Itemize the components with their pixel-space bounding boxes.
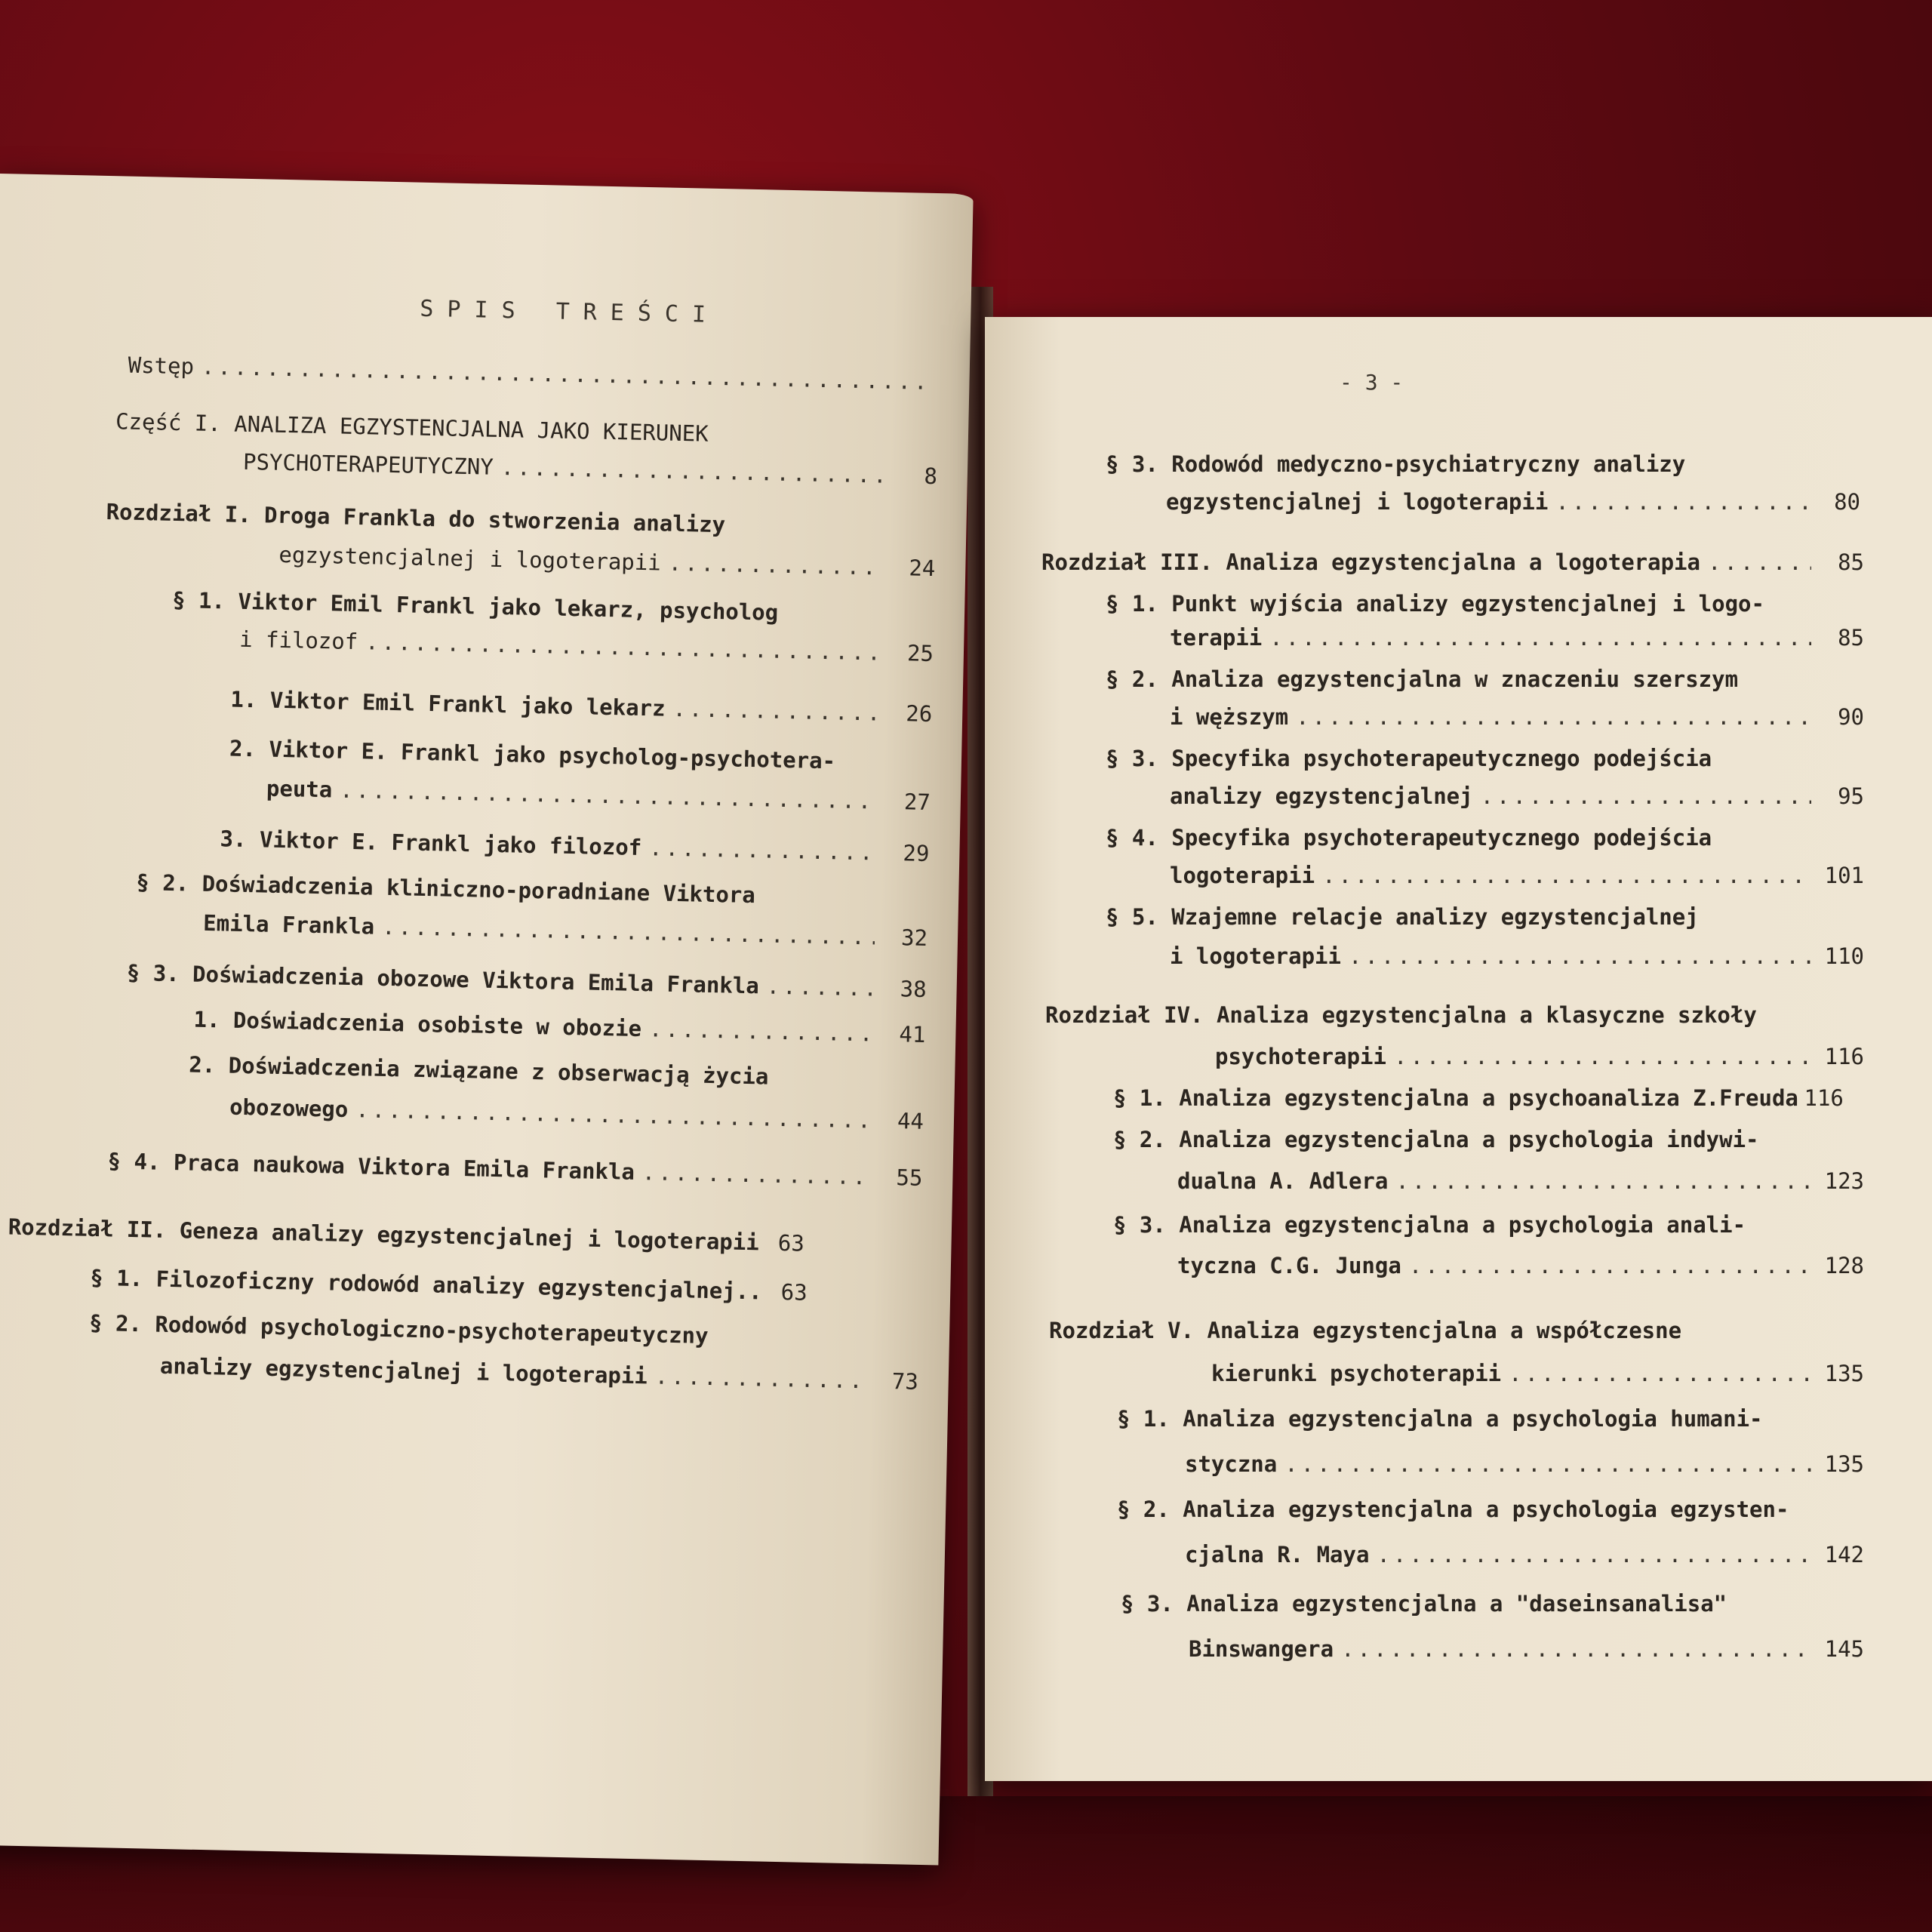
- toc-entry: 1. Doświadczenia osobiste w obozie ..... 41: [193, 1001, 926, 1054]
- page-ref: 116: [1824, 1044, 1864, 1069]
- leader-dots: [668, 544, 883, 586]
- toc-line: § 2. Analiza egzystencjalna w znaczeniu szerszym: [1106, 666, 1739, 692]
- leader-dots: [1269, 619, 1811, 657]
- page-ref: 27: [903, 789, 931, 815]
- page-ref: 44: [897, 1108, 924, 1134]
- leader-dots: [1555, 483, 1807, 521]
- leader-dots: [672, 690, 880, 732]
- right-page: [985, 317, 1932, 1781]
- toc-entry: PSYCHOTERAPEUTYCZNY ..... 8: [243, 443, 938, 495]
- toc-entry: § 1. Analiza egzystencjalna a psychoanaliza Z.Freuda 116: [1113, 1079, 1864, 1117]
- toc-entry: analizy egzystencjalnej ..... 95: [1170, 777, 1864, 815]
- page-ref: 8: [924, 463, 938, 490]
- toc-entry: tyczna C.G. Junga ..... 128: [1177, 1247, 1864, 1284]
- toc-entry: kierunki psychoterapii ..... 135: [1211, 1355, 1864, 1392]
- leader-dots: [1395, 1162, 1811, 1200]
- toc-entry: Rozdział II. Geneza analizy egzystencjalnej i logoterapii 63: [8, 1208, 921, 1265]
- toc-entry: logoterapii ..... 101: [1170, 857, 1864, 894]
- page-ref: 24: [909, 555, 936, 582]
- page-ref: 142: [1824, 1542, 1864, 1567]
- toc-entry: i węższym ..... 90: [1170, 698, 1864, 736]
- toc-line: § 3. Rodowód medyczno-psychiatryczny analizy: [1106, 451, 1686, 477]
- toc-entry: Emila Frankla ..... 32: [203, 904, 928, 957]
- page-ref: 85: [1838, 549, 1864, 575]
- leader-dots: [1341, 1630, 1811, 1668]
- leader-dots: [649, 829, 877, 871]
- toc-entry: Wstęp .....: [128, 346, 940, 401]
- page-ref: 41: [899, 1021, 926, 1048]
- left-page: [0, 174, 974, 1866]
- page-ref: 116: [1804, 1085, 1844, 1111]
- leader-dots: [649, 1010, 873, 1052]
- leader-dots: [1284, 1445, 1811, 1483]
- leader-dots: [654, 1358, 866, 1400]
- toc-entry: cjalna R. Maya ..... 142: [1185, 1536, 1864, 1574]
- leader-dots: [382, 908, 875, 956]
- page-ref: 128: [1824, 1253, 1864, 1278]
- page-ref: 25: [906, 640, 934, 667]
- leader-dots: [1481, 777, 1811, 815]
- toc-entry: styczna ..... 135: [1185, 1445, 1864, 1483]
- toc-entry: i filozof ..... 25: [239, 620, 934, 672]
- leader-dots: [355, 1091, 872, 1139]
- leader-dots: [1322, 857, 1811, 894]
- page-ref: 95: [1838, 783, 1864, 809]
- toc-line: Część I. ANALIZA EGZYSTENCJALNA JAKO KIERUNEK: [115, 408, 709, 447]
- page-ref: 63: [780, 1278, 808, 1306]
- page-ref: 123: [1824, 1168, 1864, 1194]
- page-ref: 32: [900, 924, 928, 951]
- toc-line: Rozdział IV. Analiza egzystencjalna a klasyczne szkoły: [1045, 1002, 1757, 1028]
- toc-entry: 3. Viktor E. Frankl jako filozof ..... 29: [220, 820, 930, 872]
- page-ref: 38: [900, 976, 927, 1002]
- leader-dots: [1394, 1038, 1811, 1075]
- toc-line: § 5. Wzajemne relacje analizy egzystencjalnej: [1106, 904, 1699, 930]
- page-ref: 26: [906, 700, 933, 728]
- toc-entry: egzystencjalnej i logoterapii ..... 24: [278, 536, 936, 587]
- leader-dots: [1377, 1536, 1811, 1574]
- toc-line: Rozdział I. Droga Frankla do stworzenia analizy: [106, 499, 726, 538]
- toc-line: § 1. Punkt wyjścia analizy egzystencjalnej i logo-: [1106, 591, 1764, 617]
- toc-line: Rozdział V. Analiza egzystencjalna a współczesne: [1049, 1318, 1682, 1343]
- page-ref: 145: [1824, 1636, 1864, 1662]
- toc-line: § 2. Doświadczenia kliniczno-poradniane Viktora: [136, 869, 756, 909]
- page-ref: 90: [1838, 704, 1864, 730]
- toc-line: 2. Viktor E. Frankl jako psycholog-psychotera-: [229, 735, 836, 774]
- leader-dots: [500, 448, 884, 494]
- page-ref: 110: [1824, 943, 1864, 969]
- page-ref: 55: [896, 1164, 923, 1191]
- page-ref: 63: [777, 1229, 805, 1257]
- page-ref: 80: [1834, 489, 1860, 515]
- toc-line: § 3. Analiza egzystencjalna a "daseinsanalisa": [1121, 1591, 1727, 1617]
- toc-entry: 1. Viktor Emil Frankl jako lekarz ..... 26: [230, 681, 933, 733]
- leader-dots: [766, 968, 874, 1008]
- toc-entry: psychoterapii ..... 116: [1215, 1038, 1864, 1075]
- leader-dots: [1409, 1247, 1811, 1284]
- toc-line: § 2. Analiza egzystencjalna a psychologia egzysten-: [1117, 1497, 1789, 1522]
- toc-line: § 3. Specyfika psychoterapeutycznego podejścia: [1106, 746, 1712, 771]
- toc-entry: obozowego ..... 44: [229, 1088, 924, 1140]
- page-ref: 135: [1824, 1451, 1864, 1477]
- page-ref: 135: [1824, 1361, 1864, 1386]
- toc-entry: dualna A. Adlera ..... 123: [1177, 1162, 1864, 1200]
- leader-dots: [1349, 937, 1811, 975]
- page-ref: 101: [1824, 863, 1864, 888]
- toc-entry: terapii ..... 85: [1170, 619, 1864, 657]
- toc-title: SPIS TREŚCI: [420, 295, 720, 328]
- leader-dots: [1296, 698, 1811, 736]
- toc-line: 2. Doświadczenia związane z obserwacją życia: [188, 1051, 769, 1090]
- leader-dots: [1708, 543, 1811, 581]
- toc-entry: § 3. Doświadczenia obozowe Viktora Emila Frankla ..... 38: [126, 954, 927, 1008]
- toc-entry: analizy egzystencjalnej i logoterapii ..... 73: [159, 1347, 918, 1401]
- toc-line: § 2. Rodowód psychologiczno-psychoterapeutyczny: [88, 1309, 709, 1349]
- page-number: - 3 -: [1340, 370, 1404, 395]
- toc-line: § 4. Specyfika psychoterapeutycznego podejścia: [1106, 825, 1712, 851]
- toc-entry: Rozdział III. Analiza egzystencjalna a logoterapia ..... 85: [1041, 543, 1864, 581]
- toc-line: § 1. Viktor Emil Frankl jako lekarz, psycholog: [171, 586, 779, 626]
- leader-dots: [201, 348, 932, 401]
- leader-dots: [365, 623, 881, 671]
- toc-line: § 2. Analiza egzystencjalna a psychologia indywi-: [1113, 1127, 1759, 1152]
- toc-entry: peuta ..... 27: [266, 770, 931, 821]
- page-ref: 85: [1838, 625, 1864, 651]
- toc-entry: § 1. Filozoficzny rodowód analizy egzystencjalnej.. 63: [90, 1259, 921, 1314]
- toc-entry: i logoterapii ..... 110: [1170, 937, 1864, 975]
- page-ref: 73: [891, 1368, 919, 1395]
- toc-entry: § 4. Praca naukowa Viktora Emila Frankla ..... 55: [107, 1142, 923, 1197]
- page-ref: 29: [903, 840, 930, 866]
- leader-dots: [1509, 1355, 1811, 1392]
- toc-line: § 3. Analiza egzystencjalna a psychologia anali-: [1113, 1212, 1746, 1238]
- leader-dots: [641, 1153, 870, 1195]
- toc-line: § 1. Analiza egzystencjalna a psychologia humani-: [1117, 1406, 1763, 1432]
- toc-entry: egzystencjalnej i logoterapii ..... 80: [1166, 483, 1860, 521]
- toc-entry: Binswangera ..... 145: [1189, 1630, 1864, 1668]
